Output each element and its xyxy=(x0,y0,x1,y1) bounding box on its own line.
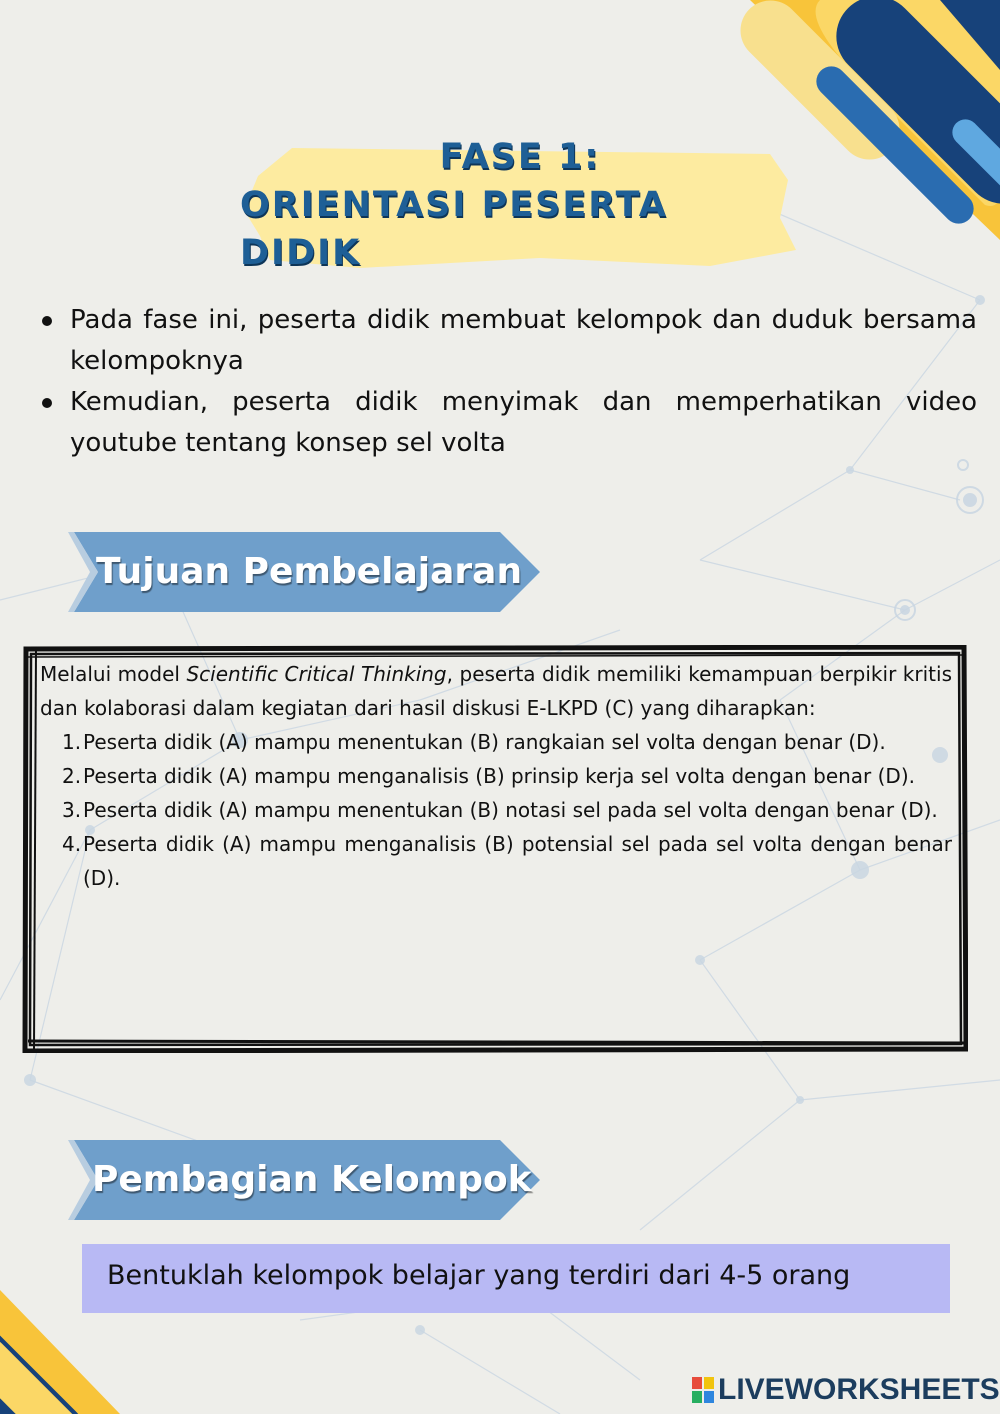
intro-bullet-text: Kemudian, peserta didik menyimak dan memperhatikan video youtube tentang konsep sel volta xyxy=(70,387,977,458)
bullet-dot-icon xyxy=(42,398,52,408)
liveworksheets-brand xyxy=(692,1372,1000,1408)
intro-text-end: , peserta didik memiliki kemampuan berpikir kritis dan kolaborasi dalam kegiatan dari hasil diskusi E-LKPD (C) yang diharapkan: xyxy=(40,662,952,720)
objective-text: Peserta didik (A) mampu menganalisis (B) potensial sel pada sel volta dengan benar (D). xyxy=(83,832,952,890)
objective-text: Peserta didik (A) mampu menentukan (B) rangkaian sel volta dengan benar (D). xyxy=(83,730,886,754)
bullet-dot-icon xyxy=(42,316,52,326)
objective-number: 3. xyxy=(62,798,82,822)
intro-bullet-item xyxy=(40,300,977,382)
grouping-instruction-box xyxy=(82,1244,950,1313)
objectives-list xyxy=(40,725,952,895)
brand-name: LIVEWORKSHEETS xyxy=(718,1373,1000,1406)
objective-text: Peserta didik (A) mampu menganalisis (B) prinsip kerja sel volta dengan benar (D). xyxy=(83,764,915,788)
objective-number: 2. xyxy=(62,764,82,788)
objective-number: 1. xyxy=(62,730,82,754)
intro-bullet-text: Pada fase ini, peserta didik membuat kelompok dan duduk bersama kelompoknya xyxy=(70,305,977,376)
grouping-heading-banner xyxy=(68,1140,540,1220)
title-line-1: FASE 1: xyxy=(439,137,601,177)
objective-item xyxy=(40,759,952,793)
grouping-instruction: Bentuklah kelompok belajar yang terdiri dari 4-5 orang xyxy=(107,1260,851,1291)
objective-number: 4. xyxy=(62,832,82,856)
grouping-heading: Pembagian Kelompok xyxy=(92,1159,532,1200)
intro-bullet-list xyxy=(40,300,977,464)
page-title xyxy=(240,137,800,273)
objectives-content xyxy=(40,657,952,895)
intro-bullet-item xyxy=(40,382,977,464)
objectives-heading-banner xyxy=(68,532,540,612)
objectives-heading: Tujuan Pembelajaran xyxy=(96,551,523,592)
objective-item xyxy=(40,725,952,759)
objectives-intro xyxy=(40,657,952,725)
intro-model-name: Scientific Critical Thinking xyxy=(186,662,447,686)
objectives-box xyxy=(22,645,968,1053)
intro-text-start: Melalui model xyxy=(40,662,187,686)
objective-item xyxy=(40,827,952,895)
objective-text: Peserta didik (A) mampu menentukan (B) notasi sel pada sel volta dengan benar (D). xyxy=(83,798,938,822)
liveworksheets-logo-icon xyxy=(692,1377,714,1403)
objective-item xyxy=(40,793,952,827)
title-line-2: ORIENTASI PESERTA DIDIK xyxy=(240,185,668,273)
